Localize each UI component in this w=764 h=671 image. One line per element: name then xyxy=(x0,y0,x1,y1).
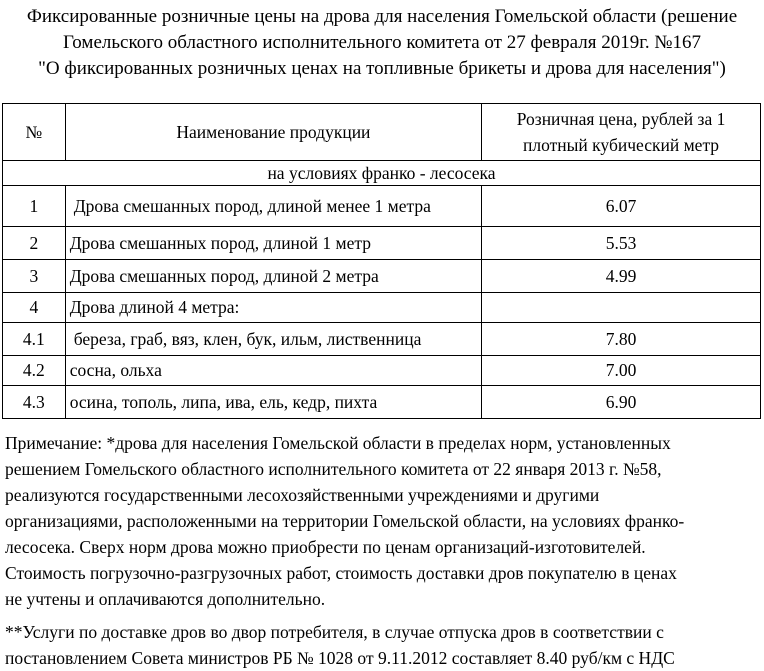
table-header-row xyxy=(3,104,761,161)
header-price-line-2: плотный кубический метр xyxy=(523,135,720,155)
row-price: 7.80 xyxy=(482,323,761,356)
table-row xyxy=(3,186,761,227)
title-line-3: "О фиксированных розничных ценах на топливные брикеты и дрова для населения") xyxy=(38,58,726,79)
note-paragraph xyxy=(5,430,757,612)
note-line: решением Гомельского областного исполнительного комитета от 22 января 2013 г. №58, xyxy=(5,459,662,479)
title-line-2: Гомельского областного исполнительного комитета от 27 февраля 2019г. №167 xyxy=(62,32,702,53)
table-row xyxy=(3,260,761,293)
note-line: организациями, расположенными на территории Гомельской области, на условиях франко- xyxy=(5,511,685,531)
row-product-name: Дрова смешанных пород, длиной 2 метра xyxy=(65,260,481,293)
note-line: не учтены и оплачиваются дополнительно. xyxy=(5,589,326,609)
delivery-note-paragraph xyxy=(5,619,757,671)
table-row xyxy=(3,227,761,260)
section-label: на условиях франко - лесосека xyxy=(3,161,761,186)
note-line: лесосека. Сверх норм дрова можно приобрести по ценам организаций-изготовителей. xyxy=(5,537,646,557)
row-price: 5.53 xyxy=(482,227,761,260)
document-title xyxy=(0,4,764,82)
row-price: 6.90 xyxy=(482,386,761,419)
row-number: 4.1 xyxy=(3,323,66,356)
header-number: № xyxy=(3,104,66,161)
row-price: 6.07 xyxy=(482,186,761,227)
title-line-1: Фиксированные розничные цены на дрова для населения Гомельской области (решение xyxy=(26,6,738,27)
row-price: 7.00 xyxy=(482,356,761,386)
delivery-note-line: постановлением Совета министров РБ № 1028 от 9.11.2012 составляет 8.40 руб/км с НДС xyxy=(5,648,675,668)
note-line: Стоимость погрузочно-разгрузочных работ, стоимость доставки дров покупателю в ценах xyxy=(5,563,677,583)
row-product-name: Дрова смешанных пород, длиной 1 метр xyxy=(65,227,481,260)
row-number: 3 xyxy=(3,260,66,293)
row-number: 4.2 xyxy=(3,356,66,386)
note-line: Примечание: *дрова для населения Гомельской области в пределах норм, установленных xyxy=(5,433,671,453)
table-row xyxy=(3,386,761,419)
row-price xyxy=(482,293,761,323)
table-section-row xyxy=(3,161,761,186)
table-row xyxy=(3,356,761,386)
note-line: реализуются государственными лесохозяйственными учреждениями и другими xyxy=(5,485,600,505)
table-row xyxy=(3,323,761,356)
row-number: 2 xyxy=(3,227,66,260)
row-product-name: осина, тополь, липа, ива, ель, кедр, пихта xyxy=(65,386,481,419)
table-row xyxy=(3,293,761,323)
header-price xyxy=(482,104,761,161)
row-number: 1 xyxy=(3,186,66,227)
row-product-name: сосна, ольха xyxy=(65,356,481,386)
price-table xyxy=(2,103,761,419)
row-product-name: Дрова смешанных пород, длиной менее 1 метра xyxy=(65,186,481,227)
row-product-name: Дрова длиной 4 метра: xyxy=(65,293,481,323)
row-price: 4.99 xyxy=(482,260,761,293)
row-number: 4.3 xyxy=(3,386,66,419)
header-price-line-1: Розничная цена, рублей за 1 xyxy=(516,109,726,129)
row-product-name: береза, граб, вяз, клен, бук, ильм, лиственница xyxy=(65,323,481,356)
delivery-note-line: **Услуги по доставке дров во двор потребителя, в случае отпуска дров в соответствии с xyxy=(5,622,664,642)
header-product-name: Наименование продукции xyxy=(65,104,481,161)
row-number: 4 xyxy=(3,293,66,323)
